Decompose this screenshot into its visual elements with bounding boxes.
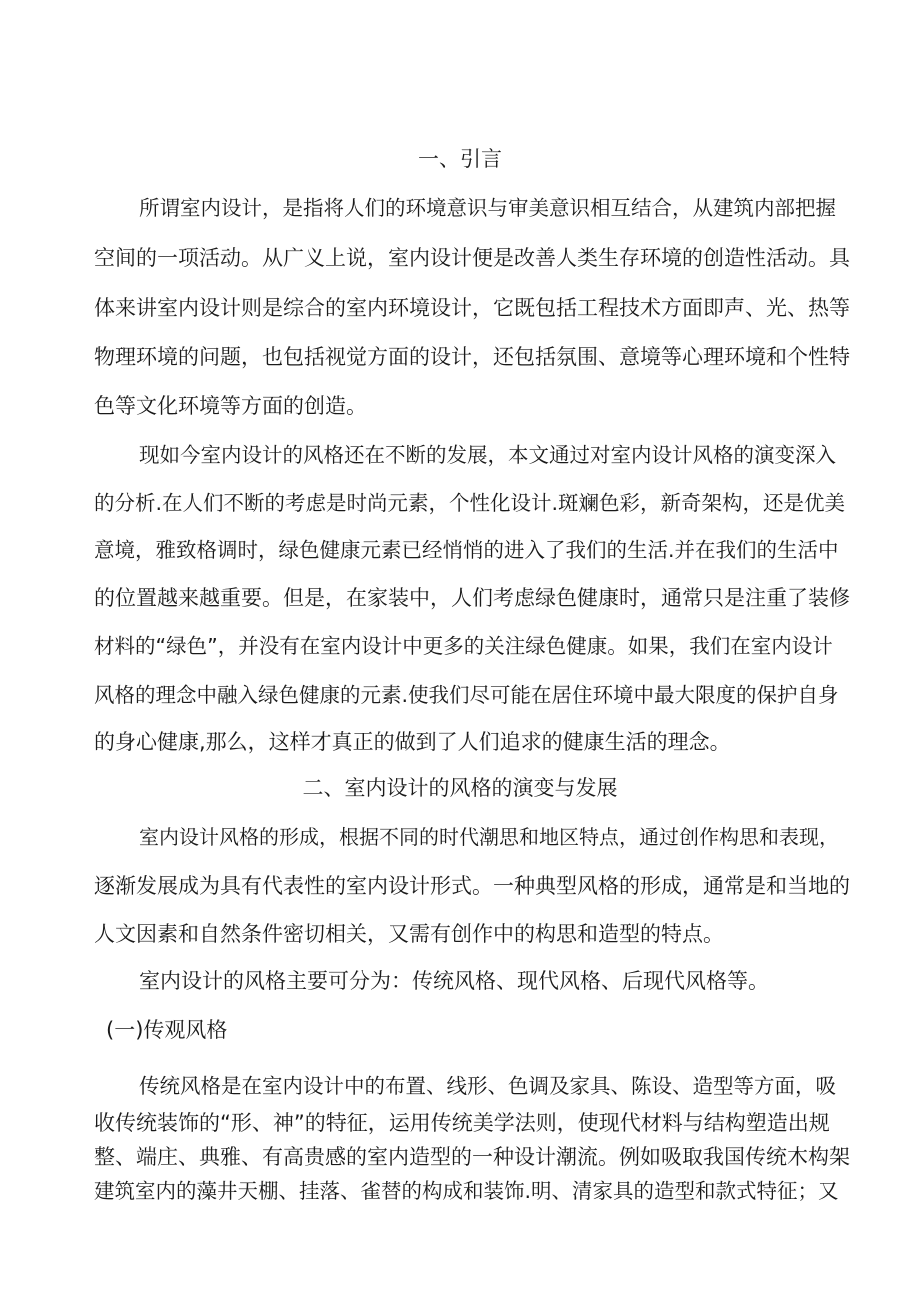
paragraph-line: 的身心健康,那么，这样才真正的做到了人们追求的健康生活的理念。 — [94, 730, 731, 754]
section-2-heading: 二、室内设计的风格的演变与发展 — [302, 776, 618, 800]
paragraph-line: 室内设计的风格主要可分为：传统风格、现代风格、后现代风格等。 — [139, 969, 769, 993]
paragraph-line: 的分析.在人们不断的考虑是时尚元素，个性化设计.斑斓色彩，新奇架构，还是优美 — [94, 491, 846, 515]
paragraph-line: 现如今室内设计的风格还在不断的发展，本文通过对室内设计风格的演变深入 — [139, 443, 836, 467]
paragraph-line: 空间的一项活动。从广义上说，室内设计便是改善人类生存环境的创造性活动。具 — [94, 246, 850, 270]
subsection-heading: (一)传观风格 — [106, 1018, 228, 1042]
paragraph-line: 逐渐发展成为具有代表性的室内设计形式。一种典型风格的形成，通常是和当地的 — [94, 874, 850, 898]
paragraph-line: 传统风格是在室内设计中的布置、线形、色调及家具、陈设、造型等方面，吸 — [139, 1074, 836, 1098]
paragraph-line: 风格的理念中融入绿色健康的元素.使我们尽可能在居住环境中最大限度的保护自身 — [94, 683, 839, 707]
paragraph-line: 人文因素和自然条件密切相关，又需有创作中的构思和造型的特点。 — [94, 922, 724, 946]
paragraph-line: 收传统装饰的“形、神”的特征，运用传统美学法则，使现代材料与结构塑造出规 — [94, 1111, 830, 1135]
paragraph-line: 材料的“绿色”，并没有在室内设计中更多的关注绿色健康。如果，我们在室内设计 — [94, 634, 833, 658]
paragraph-line: 体来讲室内设计则是综合的室内环境设计，它既包括工程技术方面即声、光、热等 — [94, 296, 850, 320]
paragraph-line: 室内设计风格的形成，根据不同的时代潮思和地区特点，通过创作构思和表现， — [139, 825, 839, 849]
paragraph-line: 物理环境的问题，也包括视觉方面的设计，还包括氛围、意境等心理环境和个性特 — [94, 345, 850, 369]
section-1-heading: 一、引言 — [418, 147, 502, 171]
paragraph-line: 色等文化环境等方面的创造。 — [94, 394, 367, 418]
paragraph-line: 所谓室内设计，是指将人们的环境意识与审美意识相互结合，从建筑内部把握 — [139, 196, 836, 220]
paragraph-line: 的位置越来越重要。但是，在家装中，人们考虑绿色健康时，通常只是注重了装修 — [94, 586, 850, 610]
paragraph-line: 整、端庄、典雅、有高贵感的室内造型的一种设计潮流。例如吸取我国传统木构架 — [94, 1145, 850, 1169]
paragraph-line: 意境，雅致格调时，绿色健康元素已经悄悄的进入了我们的生活.并在我们的生活中 — [94, 538, 839, 562]
paragraph-line: 建筑室内的藻井天棚、挂落、雀替的构成和装饰.明、清家具的造型和款式特征；又 — [94, 1179, 839, 1203]
